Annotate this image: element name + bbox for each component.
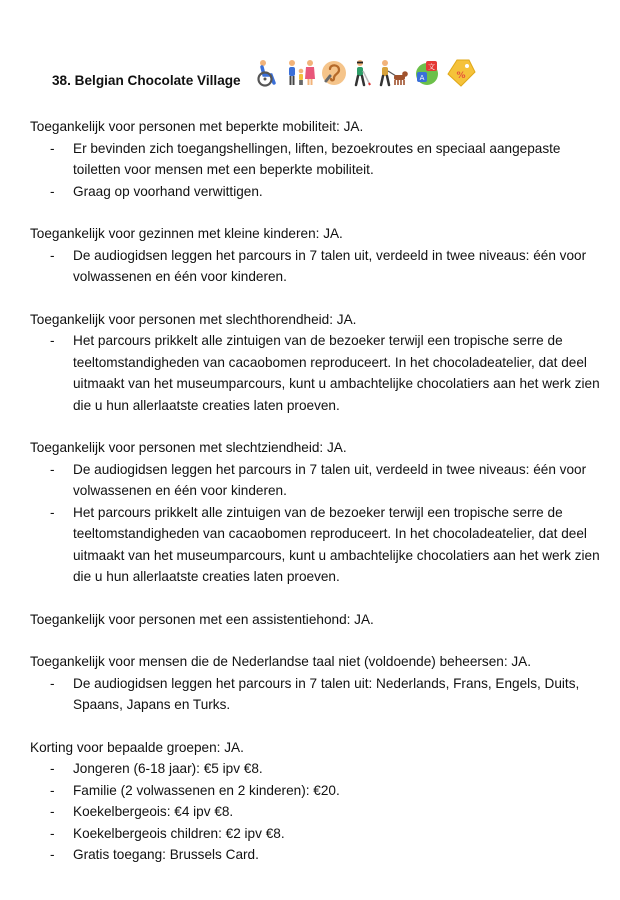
document-title: 38. Belgian Chocolate Village — [52, 72, 241, 88]
section-vision — [30, 437, 600, 588]
bullet-list — [30, 330, 600, 416]
list-item: - Graag op voorhand verwittigen. — [30, 181, 600, 203]
list-item: - De audiogidsen leggen het parcours in 7 talen uit: Nederlands, Frans, Engels, Duits, Spaans, Japans en Turks. — [30, 673, 600, 716]
list-item: - De audiogidsen leggen het parcours in 7 talen uit, verdeeld in twee niveaus: één voor volwassenen en één voor kinderen. — [30, 459, 600, 502]
section-heading: Toegankelijk voor gezinnen met kleine kinderen: JA. — [30, 226, 343, 241]
section-hearing — [30, 309, 600, 417]
accessibility-icons — [255, 58, 477, 88]
wheelchair-icon — [255, 59, 281, 87]
svg-text:%: % — [456, 71, 466, 81]
language-translate-icon — [413, 59, 441, 87]
section-heading: Korting voor bepaalde groepen: JA. — [30, 739, 244, 755]
list-item: - Het parcours prikkelt alle zintuigen van de bezoeker terwijl een tropische serre de teeltomstandigheden van cacaobomen reproduceert. In het chocoladeatelier, dat deel uitmaakt van het museumparcours, kunt u ambachtelijke chocolatiers aan het werk zien die u hun allerlaatste creaties laten proeven. — [30, 330, 600, 416]
section-families — [30, 223, 600, 288]
list-item: - Koekelbergeois: €4 ipv €8. — [30, 801, 600, 823]
discount-tag-icon — [445, 58, 477, 88]
section-heading: Toegankelijk voor personen met een assistentiehond: JA. — [30, 611, 374, 627]
section-language — [30, 651, 600, 716]
svg-text:文: 文 — [427, 63, 435, 71]
bullet-list — [30, 245, 600, 288]
section-mobility — [30, 116, 600, 202]
list-item: - Er bevinden zich toegangshellingen, liften, bezoekroutes en speciaal aangepaste toiletten voor mensen met een beperkte mobiliteit. — [30, 138, 600, 181]
section-heading: Toegankelijk voor mensen die de Nederlandse taal niet (voldoende) beheersen: JA. — [30, 654, 532, 669]
bullet-list — [30, 138, 600, 203]
section-assistance-dog — [30, 609, 600, 631]
hearing-ear-icon — [321, 59, 347, 87]
document-body — [30, 116, 600, 887]
list-item: - De audiogidsen leggen het parcours in 7 talen uit, verdeeld in twee niveaus: één voor volwassenen en één voor kinderen. — [30, 245, 600, 288]
list-item: - Jongeren (6-18 jaar): €5 ipv €8. — [30, 758, 600, 780]
list-item: - Koekelbergeois children: €2 ipv €8. — [30, 823, 600, 845]
bullet-list — [30, 459, 600, 588]
blind-person-cane-icon — [351, 59, 373, 87]
guide-dog-icon — [377, 59, 409, 87]
bullet-list — [30, 758, 600, 866]
bullet-list — [30, 673, 600, 716]
section-heading: Toegankelijk voor personen met beperkte mobiliteit: JA. — [30, 119, 364, 134]
list-item: - Gratis toegang: Brussels Card. — [30, 844, 600, 866]
list-item: - Familie (2 volwassenen en 2 kinderen): €20. — [30, 780, 600, 802]
list-item: - Het parcours prikkelt alle zintuigen van de bezoeker terwijl een tropische serre de teeltomstandigheden van cacaobomen reproduceert. In het chocoladeatelier, dat deel uitmaakt van het museumparcours, kunt u ambachtelijke chocolatiers aan het werk zien die u hun allerlaatste creaties laten proeven. — [30, 502, 600, 588]
section-heading: Toegankelijk voor personen met slechtziendheid: JA. — [30, 440, 347, 455]
family-icon — [285, 59, 317, 87]
section-heading: Toegankelijk voor personen met slechthorendheid: JA. — [30, 311, 357, 327]
section-discounts — [30, 737, 600, 866]
document-header — [52, 58, 477, 88]
svg-text:A: A — [419, 74, 425, 82]
